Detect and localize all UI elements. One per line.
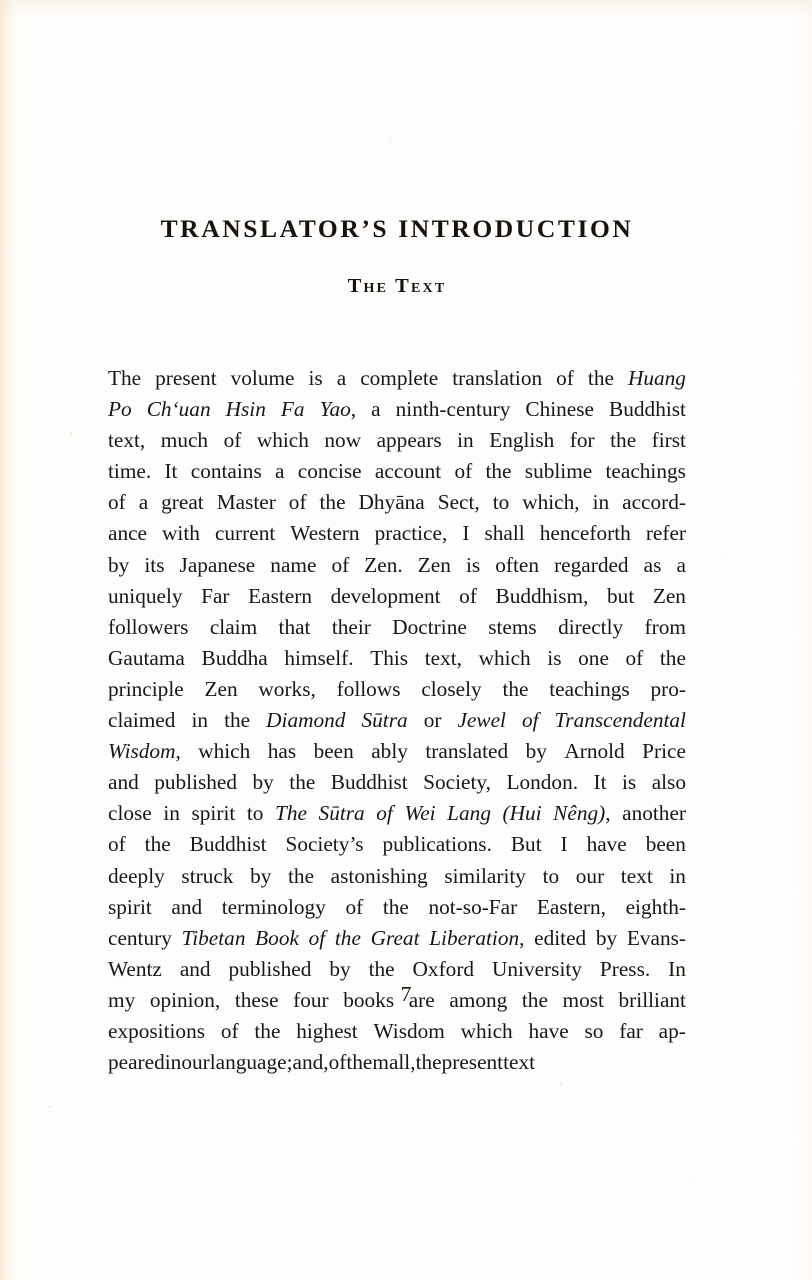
- body-word: of: [220, 1018, 239, 1043]
- body-word: Doctrine: [392, 614, 467, 639]
- body-word: Society,: [423, 770, 491, 795]
- body-word: the: [587, 366, 614, 390]
- body-word: ance: [108, 521, 148, 546]
- body-word: have: [528, 1018, 569, 1043]
- body-word: the: [144, 832, 171, 857]
- body-word: my: [108, 987, 136, 1012]
- body-word: claim: [209, 614, 258, 639]
- body-word: of: [223, 428, 242, 453]
- body-word: translation: [452, 366, 543, 390]
- body-word: the: [288, 863, 315, 888]
- body-word: to: [542, 863, 560, 888]
- body-word: books: [343, 987, 395, 1012]
- body-word: in: [457, 428, 474, 453]
- body-word: terminology: [221, 894, 326, 919]
- body-word: Sect,: [437, 490, 480, 515]
- body-word: and: [179, 956, 211, 981]
- body-word: a: [676, 552, 686, 577]
- body-word: shall: [484, 521, 525, 546]
- body-word: them: [346, 1050, 389, 1075]
- body-word: the: [521, 987, 548, 1012]
- body-word: from: [644, 614, 686, 639]
- body-word: text: [620, 863, 653, 888]
- body-word: Yao,: [319, 397, 357, 422]
- body-word: ninth-century: [395, 397, 511, 422]
- page-title: TRANSLATOR’S INTRODUCTION: [160, 214, 634, 244]
- body-word: the: [334, 925, 361, 950]
- body-word: of: [556, 366, 574, 390]
- body-line: [108, 581, 686, 612]
- body-word: I: [560, 832, 568, 857]
- body-word: of: [108, 490, 126, 515]
- body-word: contains: [190, 459, 262, 484]
- body-word: Hsin: [225, 397, 266, 422]
- body-word: the: [485, 459, 512, 484]
- body-word: appears: [376, 428, 442, 453]
- body-word: highest: [296, 1018, 358, 1043]
- body-word: published: [154, 770, 238, 795]
- body-word: Western: [290, 521, 360, 546]
- scan-shadow-top: [0, 0, 812, 16]
- body-word: Japanese: [179, 552, 256, 577]
- body-word: in: [164, 1050, 182, 1075]
- body-word: accord-: [622, 490, 686, 515]
- body-word: Chʻuan: [146, 397, 211, 422]
- body-word: text,: [108, 428, 146, 453]
- body-word: This: [370, 645, 409, 670]
- body-word: English: [489, 428, 555, 453]
- body-line: [108, 798, 686, 829]
- body-word: most: [562, 987, 604, 1012]
- body-word: regarded: [554, 552, 629, 577]
- body-word: closely: [421, 676, 482, 701]
- body-word: similarity: [444, 863, 526, 888]
- body-word: the: [319, 490, 346, 515]
- body-word: century: [108, 925, 172, 950]
- body-word: that: [278, 614, 311, 639]
- body-line: [108, 456, 686, 487]
- body-word: which,: [522, 490, 580, 515]
- body-word: the: [368, 956, 395, 981]
- body-word: London.: [506, 770, 579, 795]
- body-word: much: [160, 428, 209, 453]
- body-word: but: [607, 583, 635, 608]
- body-word: sublime: [524, 459, 593, 484]
- body-word: to: [246, 801, 264, 826]
- body-word: spirit: [191, 801, 236, 826]
- body-word: four: [293, 987, 329, 1012]
- body-word: present: [441, 1050, 504, 1075]
- body-word: Evans-: [626, 925, 686, 950]
- body-word: to: [492, 490, 510, 515]
- body-word: account: [374, 459, 442, 484]
- body-word: a: [371, 397, 381, 422]
- body-word: It: [164, 459, 178, 484]
- body-word: our: [181, 1050, 210, 1075]
- page-number: 7: [400, 982, 412, 1006]
- body-word: practice,: [374, 521, 448, 546]
- body-word: have: [586, 832, 627, 857]
- body-word: stems: [488, 614, 537, 639]
- body-word: Oxford: [412, 956, 475, 981]
- body-word: are: [408, 987, 435, 1012]
- body-word: teachings: [549, 676, 630, 701]
- body-word: text,: [424, 645, 462, 670]
- body-line: [108, 487, 686, 518]
- body-word: is: [465, 552, 481, 577]
- body-word: edited: [534, 925, 587, 950]
- body-word: our: [575, 863, 605, 888]
- body-word: ap-: [658, 1018, 686, 1043]
- body-line: [108, 550, 686, 581]
- body-word: The: [275, 801, 307, 826]
- body-word: Buddhism,: [495, 583, 589, 608]
- body-word: and: [108, 770, 139, 795]
- body-word: Wisdom: [373, 1018, 445, 1043]
- body-word: of: [328, 1050, 347, 1075]
- body-word: a: [275, 459, 285, 484]
- body-word: opinion,: [149, 987, 221, 1012]
- body-word: ably: [371, 739, 408, 764]
- body-word: great: [161, 490, 204, 515]
- body-word: these: [234, 987, 279, 1012]
- body-word: Society’s: [285, 832, 364, 857]
- body-word: deeply: [108, 863, 165, 888]
- body-word: the: [502, 676, 529, 701]
- body-word: Wisdom,: [108, 739, 181, 764]
- body-line: [108, 767, 686, 798]
- body-word: henceforth: [539, 521, 631, 546]
- body-word: a: [138, 490, 149, 515]
- body-word: I: [462, 521, 470, 546]
- body-word: published: [228, 956, 312, 981]
- body-word: and: [171, 894, 203, 919]
- body-word: astonishing: [330, 863, 428, 888]
- body-word: which: [460, 1018, 513, 1043]
- body-word: among: [449, 987, 508, 1012]
- body-word: Nêng),: [553, 801, 611, 826]
- body-word: himself.: [284, 645, 354, 670]
- body-word: Buddhist: [330, 770, 408, 795]
- body-word: principle: [108, 676, 184, 701]
- body-word: Gautama: [108, 645, 185, 670]
- body-word: Sūtra: [361, 708, 408, 733]
- body-word: Transcendental: [554, 708, 686, 733]
- body-word: the: [254, 1018, 281, 1043]
- body-line: [108, 892, 686, 923]
- body-line: [108, 425, 686, 456]
- body-word: is: [308, 366, 323, 390]
- body-word: of: [308, 925, 326, 950]
- body-word: name: [270, 552, 317, 577]
- body-word: in: [669, 863, 686, 888]
- body-word: Wentz: [108, 956, 162, 981]
- body-word: with: [162, 521, 200, 546]
- body-word: which: [478, 645, 531, 670]
- body-word: so: [584, 1018, 604, 1043]
- body-word: for: [569, 428, 595, 453]
- body-line: [108, 674, 686, 705]
- body-word: Lang: [447, 801, 491, 826]
- body-word: volume: [230, 366, 295, 390]
- body-word: one: [578, 645, 609, 670]
- body-line: [108, 612, 686, 643]
- body-word: Buddha: [201, 645, 268, 670]
- body-word: Buddhist: [609, 397, 686, 422]
- body-word: Eastern: [248, 583, 312, 608]
- body-word: works,: [258, 676, 316, 701]
- body-word: Jewel: [457, 708, 506, 733]
- body-word: is: [622, 770, 637, 795]
- body-word: teachings: [605, 459, 686, 484]
- body-word: first: [651, 428, 686, 453]
- body-word: its: [144, 552, 165, 577]
- body-line: [108, 829, 686, 860]
- body-word: directly: [558, 614, 624, 639]
- body-word: Dhyāna: [358, 490, 425, 515]
- body-word: peared: [108, 1050, 165, 1075]
- body-line: [108, 954, 686, 985]
- body-word: the: [382, 894, 409, 919]
- body-word: of: [459, 583, 477, 608]
- body-word: Great: [370, 925, 420, 950]
- body-word: of: [522, 708, 539, 733]
- body-word: The: [108, 366, 142, 390]
- body-word: Price: [642, 739, 686, 764]
- scan-shadow-left: [0, 0, 26, 1280]
- body-word: University: [492, 956, 582, 981]
- body-word: all,: [388, 1050, 416, 1075]
- body-word: follows: [336, 676, 401, 701]
- body-word: of: [108, 832, 126, 857]
- body-word: far: [619, 1018, 643, 1043]
- body-word: But: [510, 832, 542, 857]
- body-word: in: [163, 801, 180, 826]
- body-word: the: [415, 1050, 442, 1075]
- body-line: [108, 643, 686, 674]
- body-word: close: [108, 801, 152, 826]
- body-word: not-so-Far: [428, 894, 518, 919]
- body-word: and,: [292, 1050, 329, 1075]
- body-word: refer: [645, 521, 686, 546]
- body-word: publications.: [382, 832, 492, 857]
- body-word: is: [547, 645, 562, 670]
- body-word: the: [659, 645, 686, 670]
- body-word: Tibetan: [181, 925, 246, 950]
- body-word: of: [454, 459, 473, 484]
- body-word: claimed: [108, 708, 176, 733]
- body-word: complete: [360, 366, 439, 390]
- body-word: present: [155, 366, 217, 390]
- body-word: been: [313, 739, 354, 764]
- body-word: which: [256, 428, 309, 453]
- body-word: been: [645, 832, 686, 857]
- body-word: now: [324, 428, 362, 453]
- body-word: of: [625, 645, 644, 670]
- body-word: of: [345, 894, 364, 919]
- body-word: in: [191, 708, 209, 733]
- body-paragraph: [108, 363, 686, 1078]
- body-word: expositions: [108, 1018, 206, 1043]
- body-word: the: [610, 428, 637, 453]
- body-word: a: [336, 366, 347, 390]
- body-word: Zen: [204, 676, 238, 701]
- body-word: which: [198, 739, 251, 764]
- body-word: brilliant: [618, 987, 686, 1012]
- body-word: current: [214, 521, 276, 546]
- body-word: the: [224, 708, 251, 733]
- body-word: their: [331, 614, 371, 639]
- scan-shadow-right: [794, 0, 812, 1280]
- body-word: often: [495, 552, 540, 577]
- body-word: development: [330, 583, 441, 608]
- body-word: In: [668, 956, 686, 981]
- body-word: Zen.: [364, 552, 403, 577]
- body-line: [108, 1016, 686, 1047]
- body-word: concise: [297, 459, 362, 484]
- body-word: as: [643, 552, 662, 577]
- body-line: [108, 363, 686, 394]
- body-word: uniquely: [108, 583, 183, 608]
- body-word: by: [329, 956, 351, 981]
- body-word: Far: [201, 583, 230, 608]
- body-word: Po: [108, 397, 132, 422]
- body-word: language;: [209, 1050, 293, 1075]
- body-word: Fa: [280, 397, 305, 422]
- body-word: Sūtra: [318, 801, 365, 826]
- body-word: followers: [108, 614, 189, 639]
- body-word: by: [108, 552, 130, 577]
- body-word: pro-: [650, 676, 686, 701]
- body-word: Liberation,: [429, 925, 525, 950]
- body-word: of: [376, 801, 393, 826]
- body-line: [108, 861, 686, 892]
- body-word: text: [503, 1050, 536, 1075]
- body-line: [108, 1047, 686, 1078]
- body-word: Master: [216, 490, 276, 515]
- body-line: [108, 394, 686, 425]
- body-word: Zen: [417, 552, 451, 577]
- body-word: the: [289, 770, 316, 795]
- body-word: (Hui: [502, 801, 542, 826]
- body-word: by: [595, 925, 618, 950]
- body-word: by: [250, 863, 272, 888]
- body-word: also: [651, 770, 686, 795]
- body-word: Arnold: [564, 739, 625, 764]
- body-line: [108, 736, 686, 767]
- body-word: time.: [108, 459, 152, 484]
- body-word: Chinese: [525, 397, 595, 422]
- body-line: [108, 518, 686, 549]
- body-word: spirit: [108, 894, 152, 919]
- body-word: Buddhist: [189, 832, 267, 857]
- body-word: Eastern,: [536, 894, 606, 919]
- body-word: translated: [425, 739, 509, 764]
- body-word: another: [622, 801, 686, 826]
- body-line: [108, 705, 686, 736]
- body-word: in: [592, 490, 610, 515]
- section-heading: The Text: [347, 275, 447, 297]
- body-word: has: [267, 739, 297, 764]
- body-word: Press.: [599, 956, 651, 981]
- body-word: struck: [181, 863, 234, 888]
- body-word: Diamond: [266, 708, 346, 733]
- body-word: It: [593, 770, 607, 795]
- body-word: by: [252, 770, 274, 795]
- body-word: or: [423, 708, 442, 733]
- body-word: by: [525, 739, 547, 764]
- body-word: of: [288, 490, 307, 515]
- body-word: eighth-: [625, 894, 686, 919]
- body-line: [108, 923, 686, 954]
- body-word: Wei: [404, 801, 436, 826]
- body-word: of: [331, 552, 350, 577]
- body-word: Huang: [627, 366, 686, 390]
- body-word: Zen: [652, 583, 686, 608]
- body-word: Book: [255, 925, 299, 950]
